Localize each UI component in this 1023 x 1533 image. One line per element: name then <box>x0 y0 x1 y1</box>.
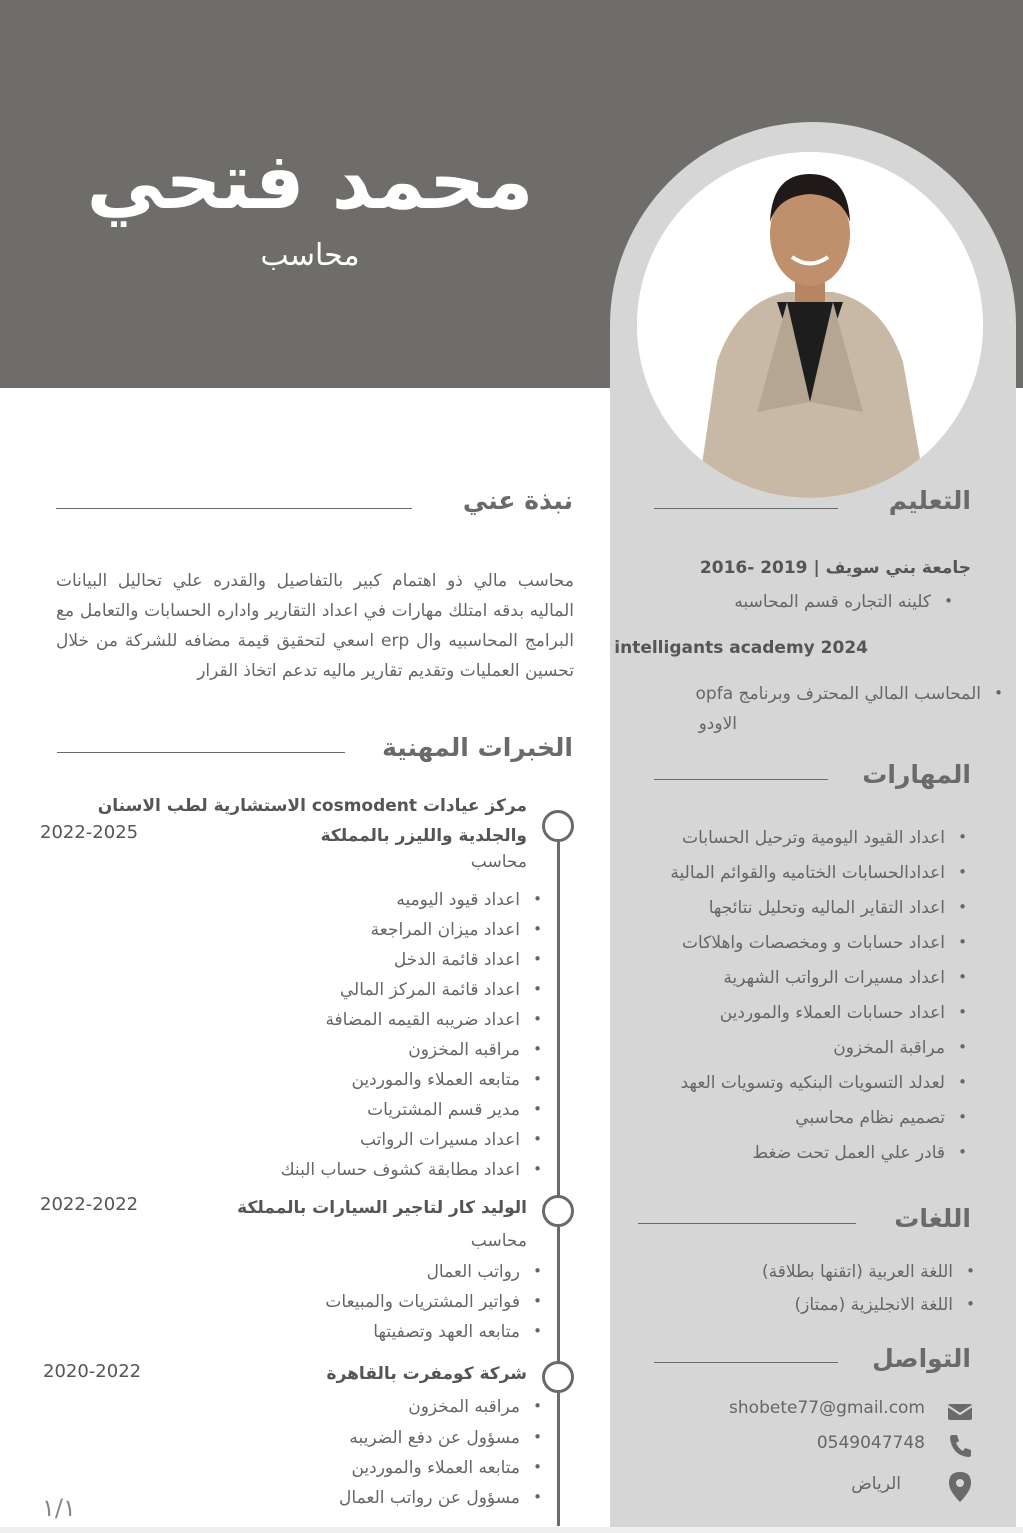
languages-rule <box>638 1223 856 1224</box>
phone-icon <box>946 1432 974 1460</box>
task-item: اعداد مسيرات الرواتب • <box>360 1130 520 1150</box>
education-rule <box>654 508 838 509</box>
skill-item: اعداد التقاير الماليه وتحليل نتائجها • <box>709 898 945 918</box>
task-item: متابعه العهد وتصفيتها • <box>373 1322 520 1342</box>
skill-item: اعداد القيود اليومية وترحيل الحسابات • <box>682 828 945 848</box>
skill-item: لعدلد التسويات البنكيه وتسويات العهد • <box>681 1073 945 1093</box>
about-text: محاسب مالي ذو اهتمام كبير بالتفاصيل والقدره علي تحاليل البيانات الماليه بدقه امتلك مهارات في اعداد التقارير واداره الحسابات والتعامل مع البرامج المحاسبيه وال erp اسعي لتحقيق قيمة مضافه للشركة من خلال تحسين العمليات وتقديم تقارير ماليه تدعم اتخاذ القرار <box>56 571 574 681</box>
email-text[interactable]: shobete77@gmail.com <box>729 1398 925 1418</box>
language-item: اللغة الانجليزية (ممتاز) • <box>795 1295 953 1315</box>
contact-rule <box>654 1362 838 1363</box>
task-item: اعداد مطابقة كشوف حساب البنك • <box>281 1160 520 1180</box>
education-heading: التعليم <box>888 486 971 515</box>
timeline-node <box>542 1195 574 1227</box>
skills-heading: المهارات <box>862 760 971 789</box>
skill-item: اعداد مسيرات الرواتب الشهرية • <box>723 968 945 988</box>
academy-title: intelligants academy 2024 <box>614 638 868 658</box>
person-portrait-icon <box>637 152 983 498</box>
task-item: مدير قسم المشتريات • <box>367 1100 520 1120</box>
about-rule <box>56 508 412 509</box>
task-item: اعداد قيود اليوميه • <box>396 890 520 910</box>
job-company: الوليد كار لتاجير السيارات بالمملكة <box>237 1198 527 1218</box>
job-role: محاسب <box>470 1231 527 1251</box>
task-item: متابعه العملاء والموردين • <box>351 1070 520 1090</box>
education-years: 2016- 2019 <box>699 558 808 578</box>
job-dates: 2020-2022 <box>43 1361 142 1382</box>
job-company: شركة كومفرت بالقاهرة <box>326 1364 527 1384</box>
job-role: محاسب <box>470 852 527 872</box>
job-company: مركز عيادات cosmodent الاستشارية لطب الاسنان <box>97 796 527 816</box>
languages-heading: اللغات <box>894 1204 971 1233</box>
skill-item: مراقبة المخزون • <box>833 1038 945 1058</box>
task-item: مراقبه المخزون • <box>408 1397 520 1417</box>
experience-heading: الخبرات المهنية <box>382 733 573 762</box>
experience-rule <box>57 752 345 753</box>
job-dates: 2022-2022 <box>40 1194 139 1215</box>
job-company-line2: والجلدية والليزر بالمملكة <box>320 826 527 846</box>
skill-item: تصميم نظام محاسبي • <box>795 1108 945 1128</box>
timeline-line <box>557 826 560 1526</box>
contact-heading: التواصل <box>872 1344 971 1373</box>
task-item: فواتير المشتريات والمبيعات • <box>325 1292 520 1312</box>
list-item: المحاسب المالي المحترف وبرنامج opfa • <box>696 684 981 704</box>
person-name: محمد فتحي <box>86 137 534 227</box>
task-item: مسؤول عن رواتب العمال • <box>339 1488 520 1508</box>
profile-photo <box>637 152 983 498</box>
task-item: مراقبه المخزون • <box>408 1040 520 1060</box>
skill-item: قادر علي العمل تحت ضغط • <box>752 1143 945 1163</box>
task-item: اعداد قائمة المركز المالي • <box>340 980 520 1000</box>
skill-item: اعداد حسابات و ومخصصات واهلاكات • <box>682 933 945 953</box>
location-pin-icon <box>946 1470 974 1504</box>
page-number: ١/١ <box>42 1494 76 1522</box>
skill-item: اعدادالحسابات الختاميه والقوائم المالية • <box>670 863 945 883</box>
task-item: رواتب العمال • <box>427 1262 520 1282</box>
university-name: جامعة بني سويف | <box>813 558 971 578</box>
email-icon <box>946 1398 974 1426</box>
education-entry-title <box>700 558 971 578</box>
task-item: اعداد ضريبه القيمه المضافة • <box>325 1010 520 1030</box>
footer-strip <box>0 1527 1023 1533</box>
list-item: كلينه التجاره قسم المحاسبه • <box>734 592 931 612</box>
task-item: اعداد قائمة الدخل • <box>394 950 520 970</box>
list-item-continued: الاودو <box>698 714 737 734</box>
skill-item: اعداد حسابات العملاء والموردين • <box>720 1003 945 1023</box>
task-item: مسؤول عن دفع الضريبه • <box>349 1428 520 1448</box>
city-text: الرياض <box>851 1474 901 1494</box>
job-dates: 2022-2025 <box>40 822 139 843</box>
language-item: اللغة العربية (اتقنها بطلاقة) • <box>762 1262 953 1282</box>
job-title: محاسب <box>260 238 360 273</box>
task-item: متابعه العملاء والموردين • <box>351 1458 520 1478</box>
about-heading: نبذة عني <box>462 486 573 515</box>
timeline-node <box>542 1361 574 1393</box>
phone-text[interactable]: 0549047748 <box>816 1433 925 1453</box>
task-item: اعداد ميزان المراجعة • <box>371 920 520 940</box>
skills-rule <box>654 779 828 780</box>
timeline-node <box>542 810 574 842</box>
